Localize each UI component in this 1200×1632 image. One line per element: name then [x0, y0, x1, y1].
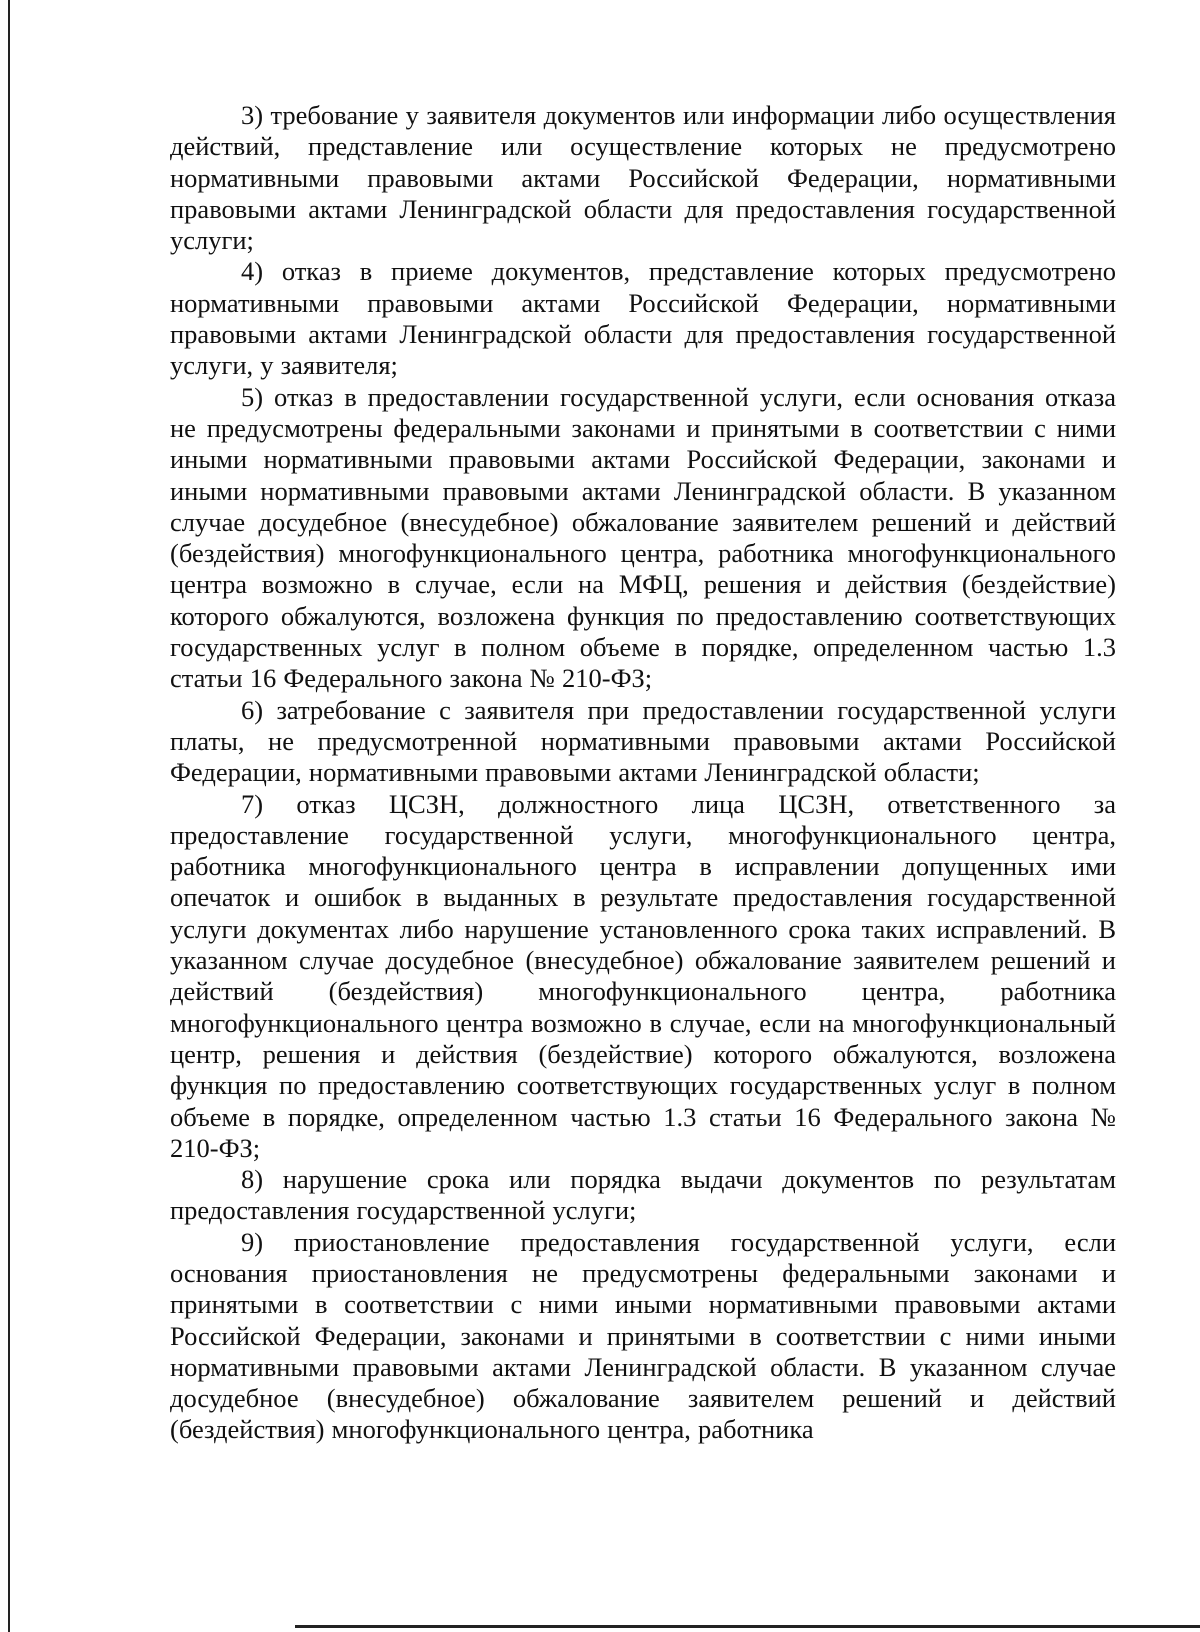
- paragraph-item-5: 5) отказ в предоставлении государственной услуги, если основания отказа не предусмотрены федеральными законами и принятыми в соответствии с ними иными нормативными правовыми актами Российской Федерации, законами и иными нормативными правовыми актами Ленинградской области. В указанном случае досудебное (внесудебное) обжалование заявителем решений и действий (бездействия) многофункционального центра, работника многофункционального центра возможно в случае, если на МФЦ, решения и действия (бездействие) которого обжалуются, возложена функция по предоставлению соответствующих государственных услуг в полном объеме в порядке, определенном частью 1.3 статьи 16 Федерального закона № 210-ФЗ;: [170, 381, 1116, 694]
- paragraph-item-8: 8) нарушение срока или порядка выдачи документов по результатам предоставления государственной услуги;: [170, 1164, 1116, 1226]
- paragraph-item-3: 3) требование у заявителя документов или информации либо осуществления действий, представление или осуществление которых не предусмотрено нормативными правовыми актами Российской Федерации, нормативными правовыми актами Ленинградской области для предоставления государственной услуги;: [170, 100, 1116, 256]
- paragraph-item-9: 9) приостановление предоставления государственной услуги, если основания приостановления не предусмотрены федеральными законами и принятыми в соответствии с ними иными нормативными правовыми актами Российской Федерации, законами и принятыми в соответствии с ними иными нормативными правовыми актами Ленинградской области. В указанном случае досудебное (внесудебное) обжалование заявителем решений и действий (бездействия) многофункционального центра, работника: [170, 1226, 1116, 1445]
- paragraph-item-6: 6) затребование с заявителя при предоставлении государственной услуги платы, не предусмотренной нормативными правовыми актами Российской Федерации, нормативными правовыми актами Ленинградской области;: [170, 694, 1116, 788]
- paragraph-item-7: 7) отказ ЦСЗН, должностного лица ЦСЗН, ответственного за предоставление государственной услуги, многофункционального центра, работника многофункционального центра в исправлении допущенных ими опечаток и ошибок в выданных в результате предоставления государственной услуги документах либо нарушение установленного срока таких исправлений. В указанном случае досудебное (внесудебное) обжалование заявителем решений и действий (бездействия) многофункционального центра, работника многофункционального центра возможно в случае, если на многофункциональный центр, решения и действия (бездействие) которого обжалуются, возложена функция по предоставлению соответствующих государственных услуг в полном объеме в порядке, определенном частью 1.3 статьи 16 Федерального закона № 210-ФЗ;: [170, 788, 1116, 1163]
- document-page: [170, 100, 1116, 1446]
- scan-left-edge: [8, 0, 10, 1632]
- paragraph-item-4: 4) отказ в приеме документов, представление которых предусмотрено нормативными правовыми актами Российской Федерации, нормативными правовыми актами Ленинградской области для предоставления государственной услуги, у заявителя;: [170, 256, 1116, 381]
- scan-bottom-edge: [295, 1625, 1200, 1628]
